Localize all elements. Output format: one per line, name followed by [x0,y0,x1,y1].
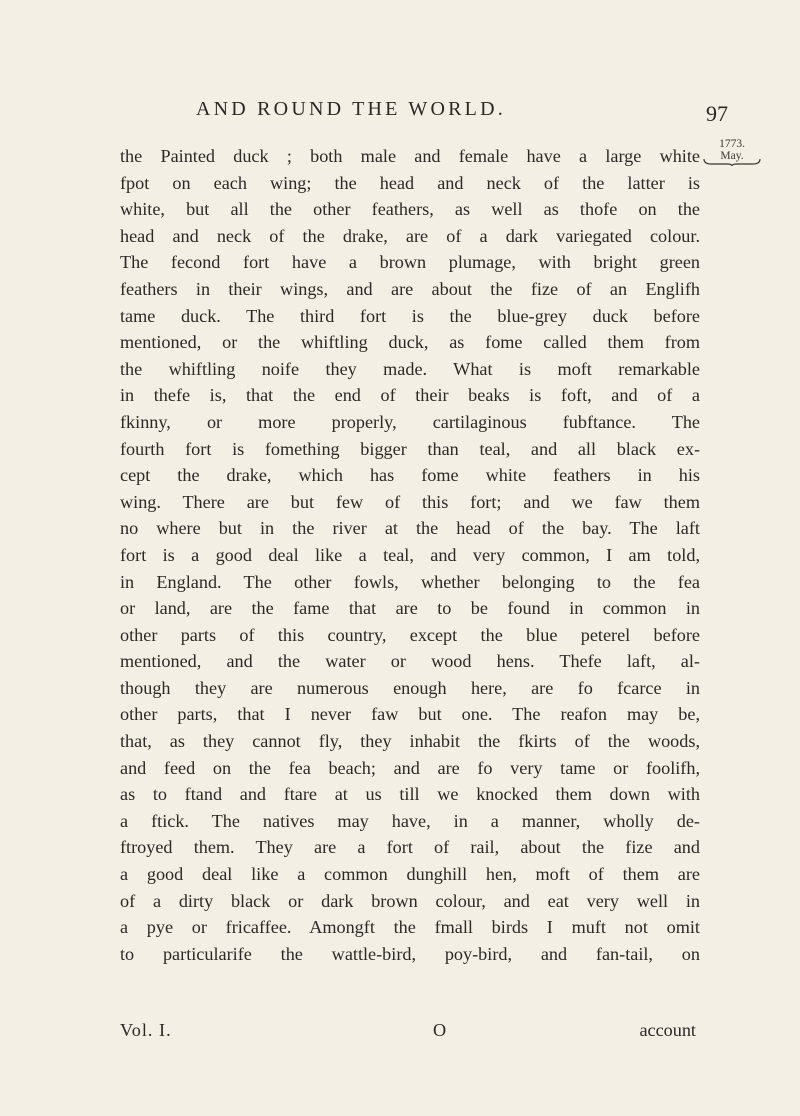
text-line: fourth fort is fomething bigger than teal, and all black ex- [120,438,700,459]
margin-note-year: 1773. [719,138,745,150]
page-number: 97 [706,101,728,126]
text-line: feathers in their wings, and are about the fize of an Englifh [120,278,700,299]
text-line: The fecond fort have a brown plumage, with bright green [120,252,700,273]
signature-mark: O [433,1020,447,1040]
text-line: though they are numerous enough here, are fo fcarce in [120,677,700,698]
running-title: AND ROUND THE WORLD. [196,98,506,120]
text-line: ftroyed them. They are a fort of rail, about the fize and [120,837,700,858]
text-line: to particularife the wattle-bird, poy-bird, and fan-tail, on [120,943,700,964]
text-line: the Painted duck ; both male and female have a large white [120,146,700,166]
text-line: head and neck of the drake, are of a dark variegated colour. [120,225,700,246]
text-line: other parts, that I never faw but one. The reafon may be, [120,704,700,725]
text-line: other parts of this country, except the blue peterel before [120,624,700,645]
text-line: no where but in the river at the head of the bay. The laft [120,518,700,539]
text-line: mentioned, and the water or wood hens. Thefe laft, al- [120,651,700,672]
text-line: wing. There are but few of this fort; and we faw them [120,491,700,512]
text-line: as to ftand and ftare at us till we knocked them down with [120,784,700,805]
text-line: a good deal like a common dunghill hen, moft of them are [120,864,700,885]
text-line: the whiftling noife they made. What is moft remarkable [120,358,700,379]
body-text [120,143,700,967]
text-line: fpot on each wing; the head and neck of the latter is [120,172,700,193]
text-line: tame duck. The third fort is the blue-grey duck before [120,305,700,326]
volume-mark: Vol. I. [120,1020,172,1040]
text-line: and feed on the fea beach; and are fo very tame or foolifh, [120,757,700,778]
text-line: mentioned, or the whiftling duck, as fome called them from [120,332,700,353]
text-line: cept the drake, which has fome white feathers in his [120,465,700,486]
text-line: fkinny, or more properly, cartilaginous fubftance. The [120,411,700,432]
margin-note-month: May. [720,150,744,162]
text-line: that, as they cannot fly, they inhabit the fkirts of the woods, [120,731,700,752]
catchword: account [639,1020,696,1040]
text-line: of a dirty black or dark brown colour, and eat very well in [120,890,700,911]
text-line: a pye or fricaffee. Amongft the fmall birds I muft not omit [120,917,700,938]
text-line: white, but all the other feathers, as well as thofe on the [120,199,700,220]
page-footer [120,1020,696,1044]
text-line: in thefe is, that the end of their beaks is foft, and of a [120,385,700,406]
text-line: a ftick. The natives may have, in a manner, wholly de- [120,810,700,831]
text-line: in England. The other fowls, whether belonging to the fea [120,571,700,592]
margin-brace-icon [703,158,761,166]
text-line: fort is a good deal like a teal, and very common, I am told, [120,544,700,565]
text-line: or land, are the fame that are to be found in common in [120,598,700,619]
